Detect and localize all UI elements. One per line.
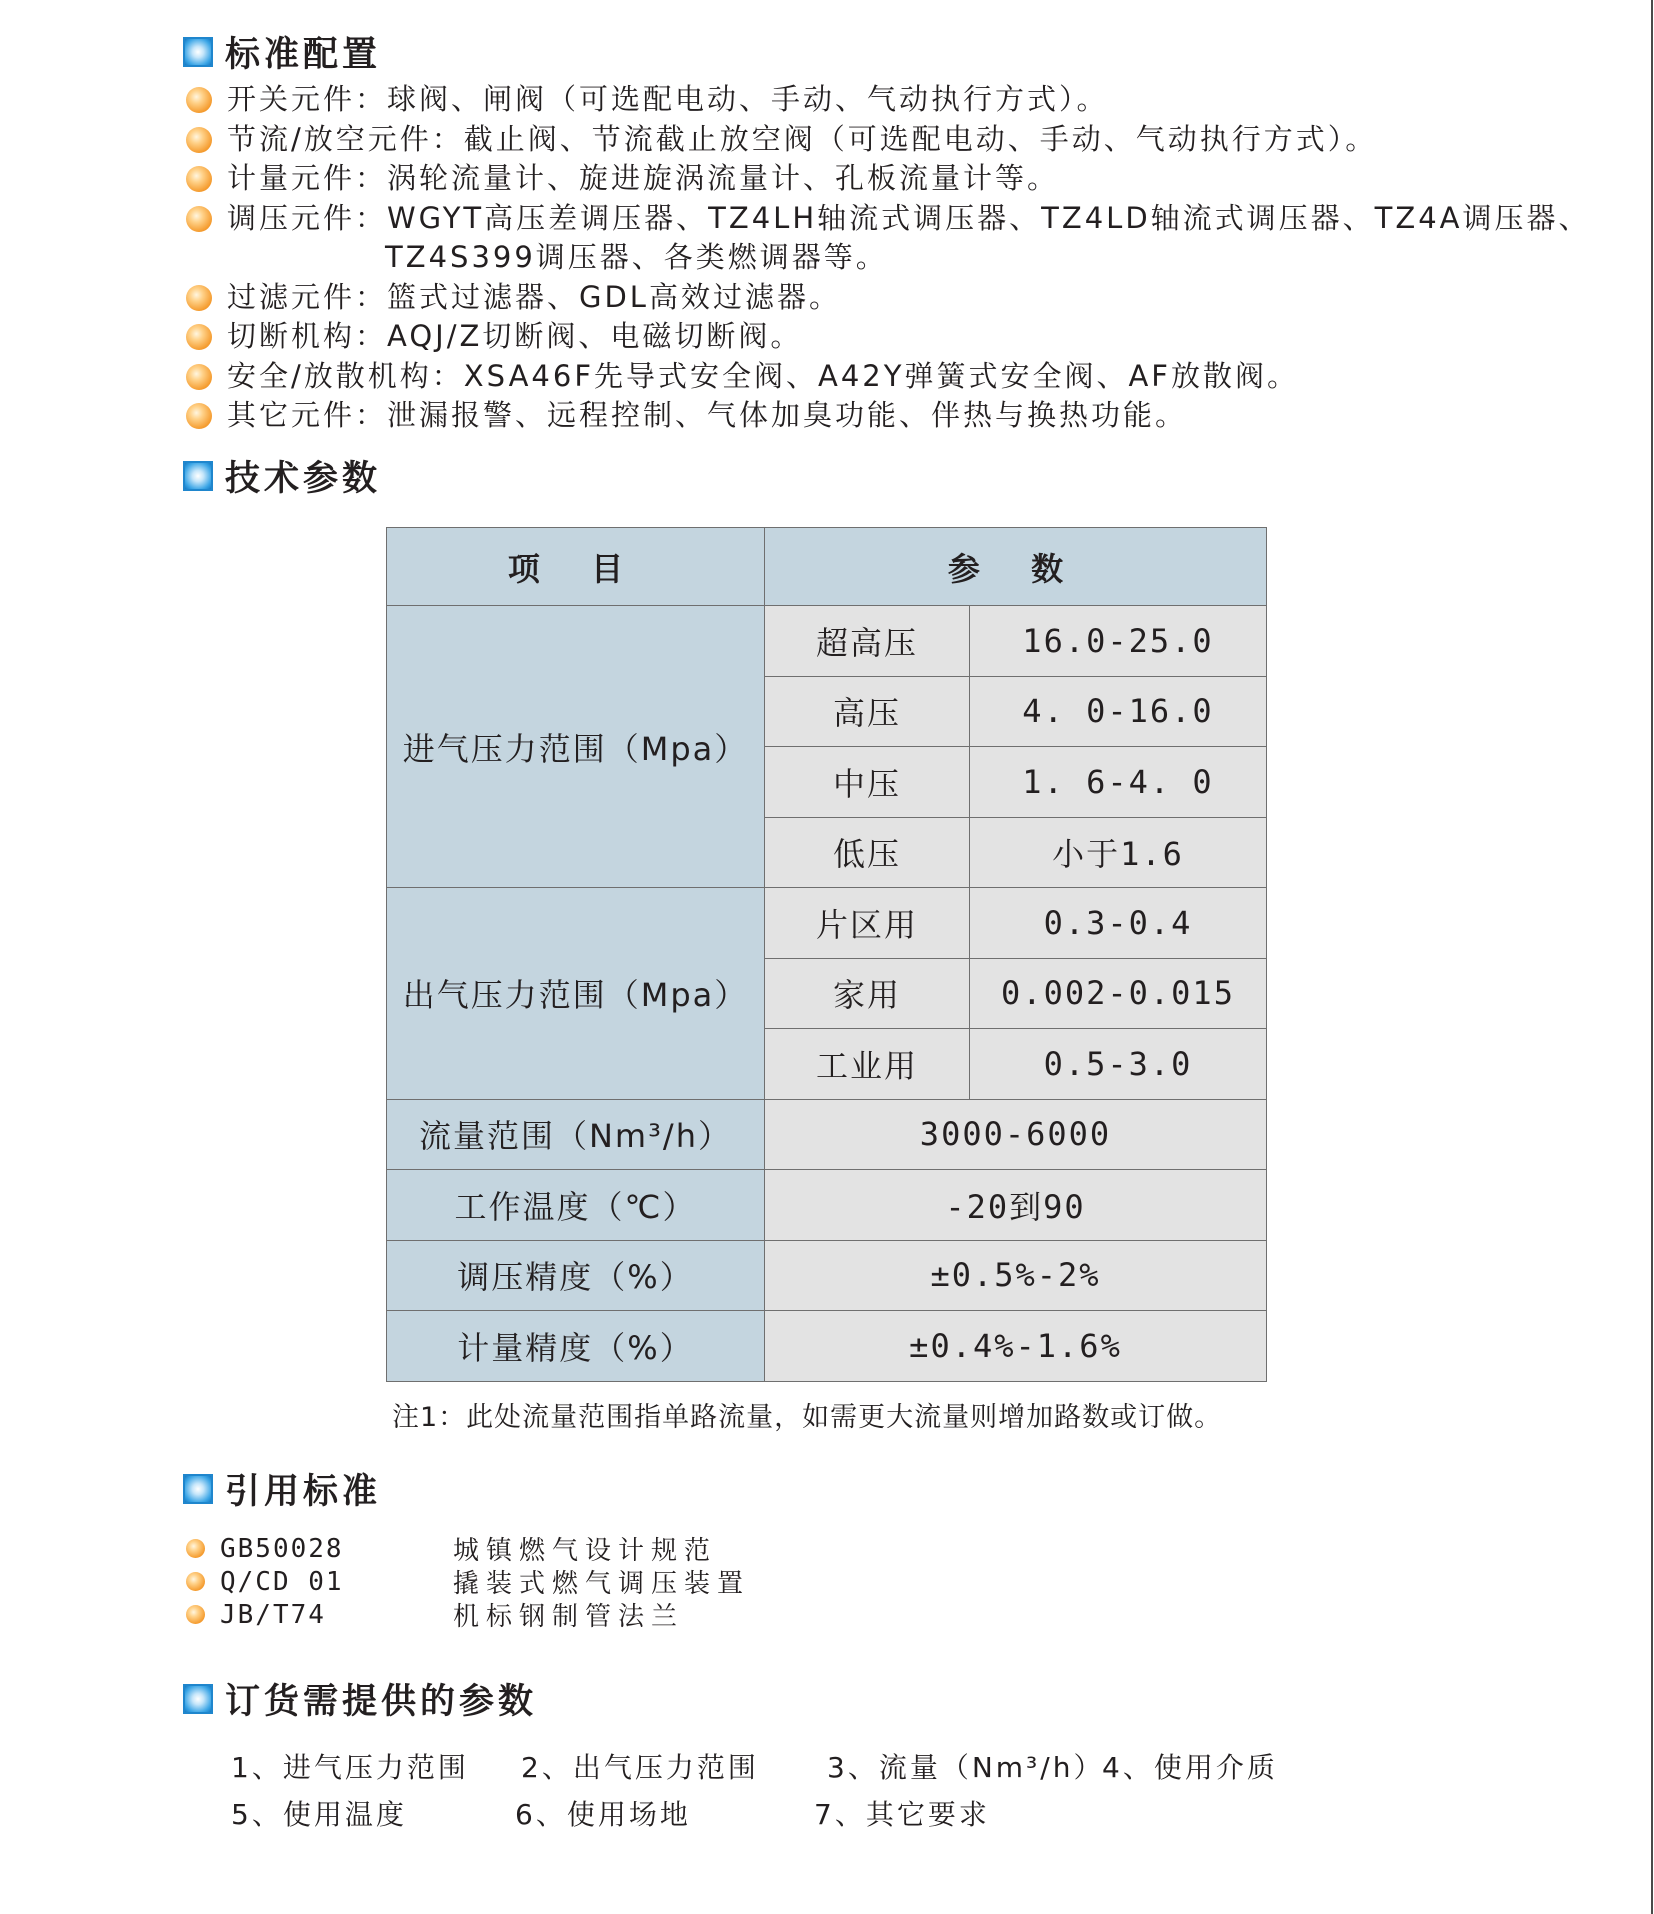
list-item (183, 120, 1483, 160)
standard-name: 城镇燃气设计规范 (453, 1536, 718, 1566)
square-bullet-icon (183, 1474, 213, 1504)
list-item-text: 节流/放空元件：截止阀、节流截止放空阀（可选配电动、手动、气动执行方式）。 (227, 121, 1378, 156)
table-row (387, 1099, 1267, 1170)
list-item-text-continued: TZ4S399调压器、各类燃调器等。 (385, 240, 888, 274)
tech-params-table (386, 527, 1267, 1382)
list-item (183, 199, 1591, 278)
orange-dot-icon (186, 364, 212, 390)
row-value: ±0.5%-2% (765, 1240, 1267, 1311)
order-params-row (231, 1793, 1431, 1839)
table-row (387, 1170, 1267, 1241)
order-param-item: 4、使用介质 (1102, 1751, 1278, 1784)
standards-list (186, 1532, 750, 1631)
row-label: 计量精度（%） (387, 1311, 765, 1382)
order-param-item: 5、使用温度 (231, 1798, 407, 1831)
header-param: 参 数 (765, 528, 1267, 606)
table-row (387, 606, 1267, 677)
list-item-multiline (227, 199, 1591, 278)
table-note: 注1：此处流量范围指单路流量，如需更大流量则增加路数或订做。 (392, 1402, 1223, 1433)
row-name: 超高压 (765, 606, 970, 677)
row-value: 3000-6000 (765, 1099, 1267, 1170)
list-item (183, 80, 1483, 120)
row-name: 高压 (765, 676, 970, 747)
section-heading-config (183, 32, 382, 75)
row-value: 0.002-0.015 (970, 958, 1267, 1029)
row-value: 4. 0-16.0 (970, 676, 1267, 747)
row-name: 家用 (765, 958, 970, 1029)
list-item (183, 159, 1483, 199)
standard-name: 撬装式燃气调压装置 (453, 1569, 751, 1599)
row-value: 小于1.6 (970, 817, 1267, 888)
section-title: 订货需提供的参数 (225, 1682, 538, 1722)
order-param-item: 1、进气压力范围 (231, 1751, 469, 1784)
table-row (387, 1311, 1267, 1382)
row-value: 0.3-0.4 (970, 888, 1267, 959)
row-value: 0.5-3.0 (970, 1029, 1267, 1100)
section-title: 技术参数 (225, 459, 382, 499)
orange-dot-icon (186, 1539, 205, 1558)
list-item (183, 317, 1483, 357)
row-value: 1. 6-4. 0 (970, 747, 1267, 818)
row-label: 调压精度（%） (387, 1240, 765, 1311)
orange-dot-icon (186, 127, 212, 153)
list-item-text: 开关元件：球阀、闸阀（可选配电动、手动、气动执行方式）。 (227, 82, 1109, 116)
list-item (183, 278, 1483, 318)
standard-name: 机标钢制管法兰 (453, 1602, 685, 1632)
row-label: 流量范围（Nm³/h） (387, 1099, 765, 1170)
list-item (186, 1598, 750, 1631)
orange-dot-icon (186, 285, 212, 311)
list-item-text: 过滤元件：篮式过滤器、GDL高效过滤器。 (227, 279, 841, 314)
section-heading-standards (183, 1469, 382, 1512)
page-edge-line (1651, 0, 1653, 1914)
row-value: -20到90 (765, 1170, 1267, 1241)
list-item (183, 357, 1483, 397)
order-param-item: 6、使用场地 (515, 1798, 691, 1831)
row-name: 工业用 (765, 1029, 970, 1100)
orange-dot-icon (186, 206, 212, 232)
table-header-row (387, 528, 1267, 606)
orange-dot-icon (186, 87, 212, 113)
list-item (186, 1532, 750, 1565)
list-item-text: 其它元件：泄漏报警、远程控制、气体加臭功能、伴热与换热功能。 (227, 398, 1188, 432)
section-title: 标准配置 (225, 35, 382, 75)
row-label: 工作温度（℃） (387, 1170, 765, 1241)
list-item-text: 安全/放散机构：XSA46F先导式安全阀、A42Y弹簧式安全阀、AF放散阀。 (227, 358, 1299, 393)
list-item-text: 调压元件：WGYT高压差调压器、TZ4LH轴流式调压器、TZ4LD轴流式调压器、TZ4A调压器、 (227, 200, 1591, 235)
list-item (186, 1565, 750, 1598)
orange-dot-icon (186, 324, 212, 350)
order-param-item: 7、其它要求 (814, 1798, 990, 1831)
header-item: 项 目 (387, 528, 765, 606)
row-value: 16.0-25.0 (970, 606, 1267, 677)
orange-dot-icon (186, 403, 212, 429)
standard-code: Q/CD 01 (220, 1566, 344, 1597)
square-bullet-icon (183, 37, 213, 67)
row-name: 片区用 (765, 888, 970, 959)
config-list (183, 80, 1591, 436)
inlet-pressure-label: 进气压力范围（Mpa） (387, 606, 765, 888)
row-value: ±0.4%-1.6% (765, 1311, 1267, 1382)
row-name: 低压 (765, 817, 970, 888)
table-row (387, 1240, 1267, 1311)
orange-dot-icon (186, 1605, 205, 1624)
section-heading-order (183, 1679, 538, 1722)
order-params-row (231, 1746, 1431, 1792)
list-item-text: 切断机构：AQJ/Z切断阀、电磁切断阀。 (227, 319, 803, 353)
order-param-item: 3、流量（Nm³/h） (827, 1751, 1105, 1784)
order-param-item: 2、出气压力范围 (521, 1751, 759, 1784)
standard-code: JB/T74 (220, 1599, 326, 1630)
outlet-pressure-label: 出气压力范围（Mpa） (387, 888, 765, 1100)
section-heading-tech (183, 456, 382, 499)
standard-code: GB50028 (220, 1533, 344, 1564)
orange-dot-icon (186, 1572, 205, 1591)
orange-dot-icon (186, 166, 212, 192)
list-item-text: 计量元件：涡轮流量计、旋进旋涡流量计、孔板流量计等。 (227, 161, 1060, 195)
section-title: 引用标准 (225, 1472, 382, 1512)
square-bullet-icon (183, 461, 213, 491)
list-item (183, 396, 1483, 436)
table-row (387, 888, 1267, 959)
square-bullet-icon (183, 1684, 213, 1714)
row-name: 中压 (765, 747, 970, 818)
